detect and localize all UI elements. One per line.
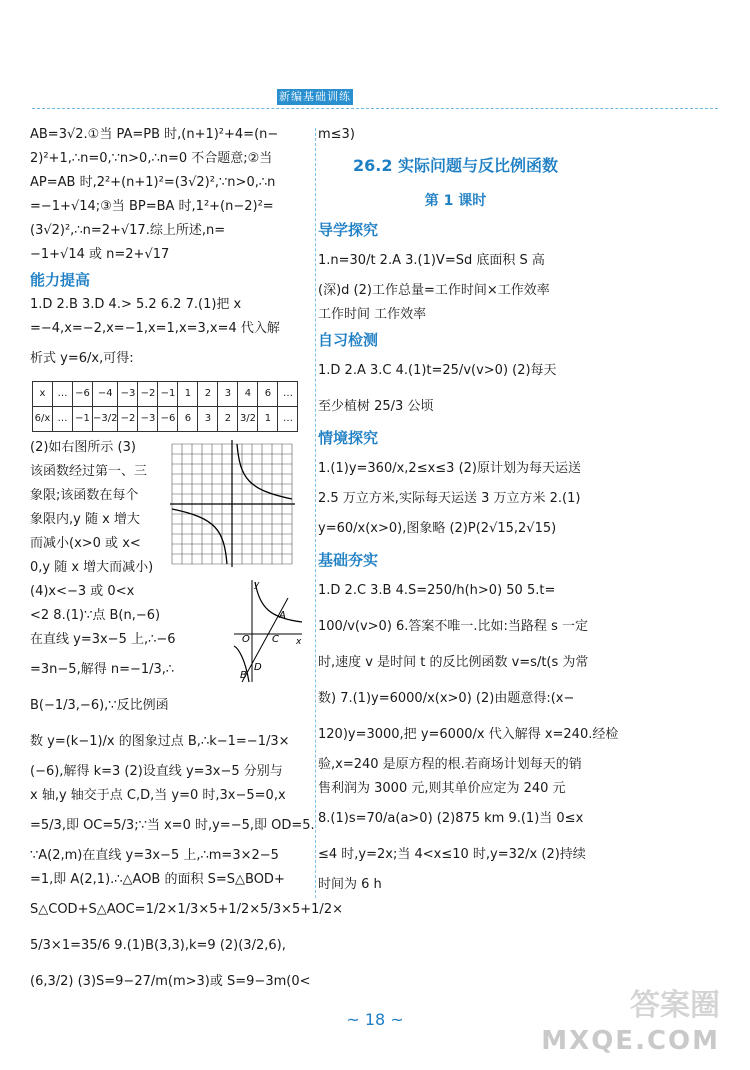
table-cell: 6/x xyxy=(33,407,53,432)
text-line: (深)d (2)工作总量=工作时间×工作效率 xyxy=(318,283,550,298)
text-line: =1,即 A(2,1).∴△AOB 的面积 S=S△BOD+ xyxy=(30,872,285,887)
text-line: <2 8.(1)∵点 B(n,−6) xyxy=(30,608,161,623)
table-cell: −1 xyxy=(158,382,178,407)
table-cell: 2 xyxy=(218,407,238,432)
text-line: 2.5 万立方米,实际每天运送 3 万立方米 2.(1) xyxy=(318,491,581,506)
watermark-url: MXQE.COM xyxy=(541,1026,720,1056)
text-line: 时,速度 v 是时间 t 的反比例函数 v=s/t(s 为常 xyxy=(318,655,589,670)
text-line: 1.D 2.A 3.C 4.(1)t=25/v(v>0) (2)每天 xyxy=(318,363,557,378)
text-line: 120)y=3000,把 y=6000/x 代入解得 x=240.经检 xyxy=(318,727,619,742)
table-row xyxy=(33,382,298,407)
text-line: AP=AB 时,2²+(n+1)²=(3√2)²,∵n>0,∴n xyxy=(30,175,276,190)
text-line: AB=3√2.①当 PA=PB 时,(n+1)²+4=(n− xyxy=(30,127,279,142)
column-divider xyxy=(315,128,316,898)
text-line: 该函数经过第一、三 xyxy=(30,464,148,479)
table-cell: 6 xyxy=(178,407,198,432)
table-cell: … xyxy=(53,382,73,407)
section-heading: 自习检测 xyxy=(318,331,379,349)
table-cell: x xyxy=(33,382,53,407)
text-line: (−6),解得 k=3 (2)设直线 y=3x−5 分别与 xyxy=(30,764,283,779)
text-line: B(−1/3,−6),∵反比例函 xyxy=(30,698,169,713)
table-cell: −6 xyxy=(158,407,178,432)
text-line: 象限;该函数在每个 xyxy=(30,488,139,503)
text-line: 8.(1)s=70/a(a>0) (2)875 km 9.(1)当 0≤x xyxy=(318,811,584,826)
table-cell: −2 xyxy=(138,382,158,407)
text-line: 100/v(v>0) 6.答案不唯一.比如:当路程 s 一定 xyxy=(318,619,588,634)
text-line: 数) 7.(1)y=6000/x(x>0) (2)由题意得:(x− xyxy=(318,691,575,706)
label-C: C xyxy=(272,634,279,645)
line-hyperbola-figure xyxy=(232,578,304,683)
label-y: y xyxy=(254,580,260,590)
text-line: 验,x=240 是原方程的根.若商场计划每天的销 xyxy=(318,757,582,772)
table-cell: 1 xyxy=(258,407,278,432)
text-line: 1.D 2.B 3.D 4.> 5.2 6.2 7.(1)把 x xyxy=(30,297,242,312)
table-row xyxy=(33,407,298,432)
text-line: (4)x<−3 或 0<x xyxy=(30,584,135,599)
text-line: x 轴,y 轴交于点 C,D,当 y=0 时,3x−5=0,x xyxy=(30,788,286,803)
table-cell: 3 xyxy=(198,407,218,432)
table-cell: 1 xyxy=(178,382,198,407)
section-heading: 基础夯实 xyxy=(318,551,379,569)
text-line: 售利润为 3000 元,则其单价应定为 240 元 xyxy=(318,781,566,796)
section-heading: 能力提高 xyxy=(30,271,91,289)
table-cell: … xyxy=(53,407,73,432)
text-line: 0,y 随 x 增大而减小) xyxy=(30,560,154,575)
text-line: (2)如右图所示 (3) xyxy=(30,440,136,455)
table-cell: 3 xyxy=(218,382,238,407)
text-line: 析式 y=6/x,可得: xyxy=(30,351,134,366)
table-cell: 6 xyxy=(258,382,278,407)
lesson-title: 26.2 实际问题与反比例函数 xyxy=(352,156,559,175)
lesson-subtitle: 第 1 课时 xyxy=(424,193,487,209)
text-line: (6,3/2) (3)S=9−27/m(m>3)或 S=9−3m(0< xyxy=(30,974,311,989)
section-heading: 情境探究 xyxy=(318,429,379,447)
label-B: B xyxy=(240,670,247,681)
text-line: ∵A(2,m)在直线 y=3x−5 上,∴m=3×2−5 xyxy=(30,848,279,863)
header-rule xyxy=(32,108,718,109)
table-cell: … xyxy=(278,382,298,407)
label-D: D xyxy=(254,662,262,673)
watermark-logo: 答案圈 xyxy=(630,988,720,1023)
text-line: −1+√14 或 n=2+√17 xyxy=(30,247,170,262)
value-table xyxy=(32,381,298,432)
text-line: 在直线 y=3x−5 上,∴−6 xyxy=(30,632,176,647)
text-line: 2)²+1,∴n=0,∵n>0,∴n=0 不合题意;②当 xyxy=(30,151,273,166)
text-line: 象限内,y 随 x 增大 xyxy=(30,512,140,527)
text-line: 1.n=30/t 2.A 3.(1)V=Sd 底面积 S 高 xyxy=(318,253,545,268)
text-line: 1.(1)y=360/x,2≤x≤3 (2)原计划为每天运送 xyxy=(318,461,581,476)
section-heading: 导学探究 xyxy=(318,221,379,239)
table-cell: … xyxy=(278,407,298,432)
text-line: 时间为 6 h xyxy=(318,877,382,892)
text-line: S△COD+S△AOC=1/2×1/3×5+1/2×5/3×5+1/2× xyxy=(30,902,343,917)
table-cell: 3/2 xyxy=(238,407,258,432)
hyperbola-grid-figure xyxy=(168,438,296,568)
text-line: m≤3) xyxy=(318,127,355,142)
text-line: =5/3,即 OC=5/3;∵当 x=0 时,y=−5,即 OD=5. xyxy=(30,818,315,833)
text-line: 数 y=(k−1)/x 的图象过点 B,∴k−1=−1/3× xyxy=(30,734,290,749)
label-A: A xyxy=(279,610,286,621)
text-line: =−1+√14;③当 BP=BA 时,1²+(n−2)²= xyxy=(30,199,274,214)
text-line: 而减小(x>0 或 x< xyxy=(30,536,141,551)
text-line: ≤4 时,y=2x;当 4<x≤10 时,y=32/x (2)持续 xyxy=(318,847,586,862)
text-line: =3n−5,解得 n=−1/3,∴ xyxy=(30,662,175,677)
text-line: 工作时间 工作效率 xyxy=(318,307,427,322)
header-title: 新编基础训练 xyxy=(279,90,351,103)
right-column xyxy=(318,123,619,897)
table-cell: −6 xyxy=(73,382,93,407)
label-O: O xyxy=(242,634,250,645)
table-cell: 2 xyxy=(198,382,218,407)
text-line: 1.D 2.C 3.B 4.S=250/h(h>0) 50 5.t= xyxy=(318,583,556,598)
table-cell: −3 xyxy=(138,407,158,432)
text-line: 5/3×1=35/6 9.(1)B(3,3),k=9 (2)(3/2,6), xyxy=(30,938,286,953)
text-line: 至少植树 25/3 公顷 xyxy=(318,399,434,414)
table-cell: −2 xyxy=(118,407,138,432)
text-line: (3√2)²,∴n=2+√17.综上所述,n= xyxy=(30,223,226,238)
page-number: ~ 18 ~ xyxy=(346,1010,404,1029)
table-cell: −4 xyxy=(93,382,118,407)
table-cell: −3/2 xyxy=(93,407,118,432)
text-line: y=60/x(x>0),图象略 (2)P(2√15,2√15) xyxy=(318,521,557,536)
text-line: =−4,x=−2,x=−1,x=1,x=3,x=4 代入解 xyxy=(30,321,280,336)
label-x: x xyxy=(296,637,302,647)
table-cell: 4 xyxy=(238,382,258,407)
table-cell: −1 xyxy=(73,407,93,432)
table-cell: −3 xyxy=(118,382,138,407)
